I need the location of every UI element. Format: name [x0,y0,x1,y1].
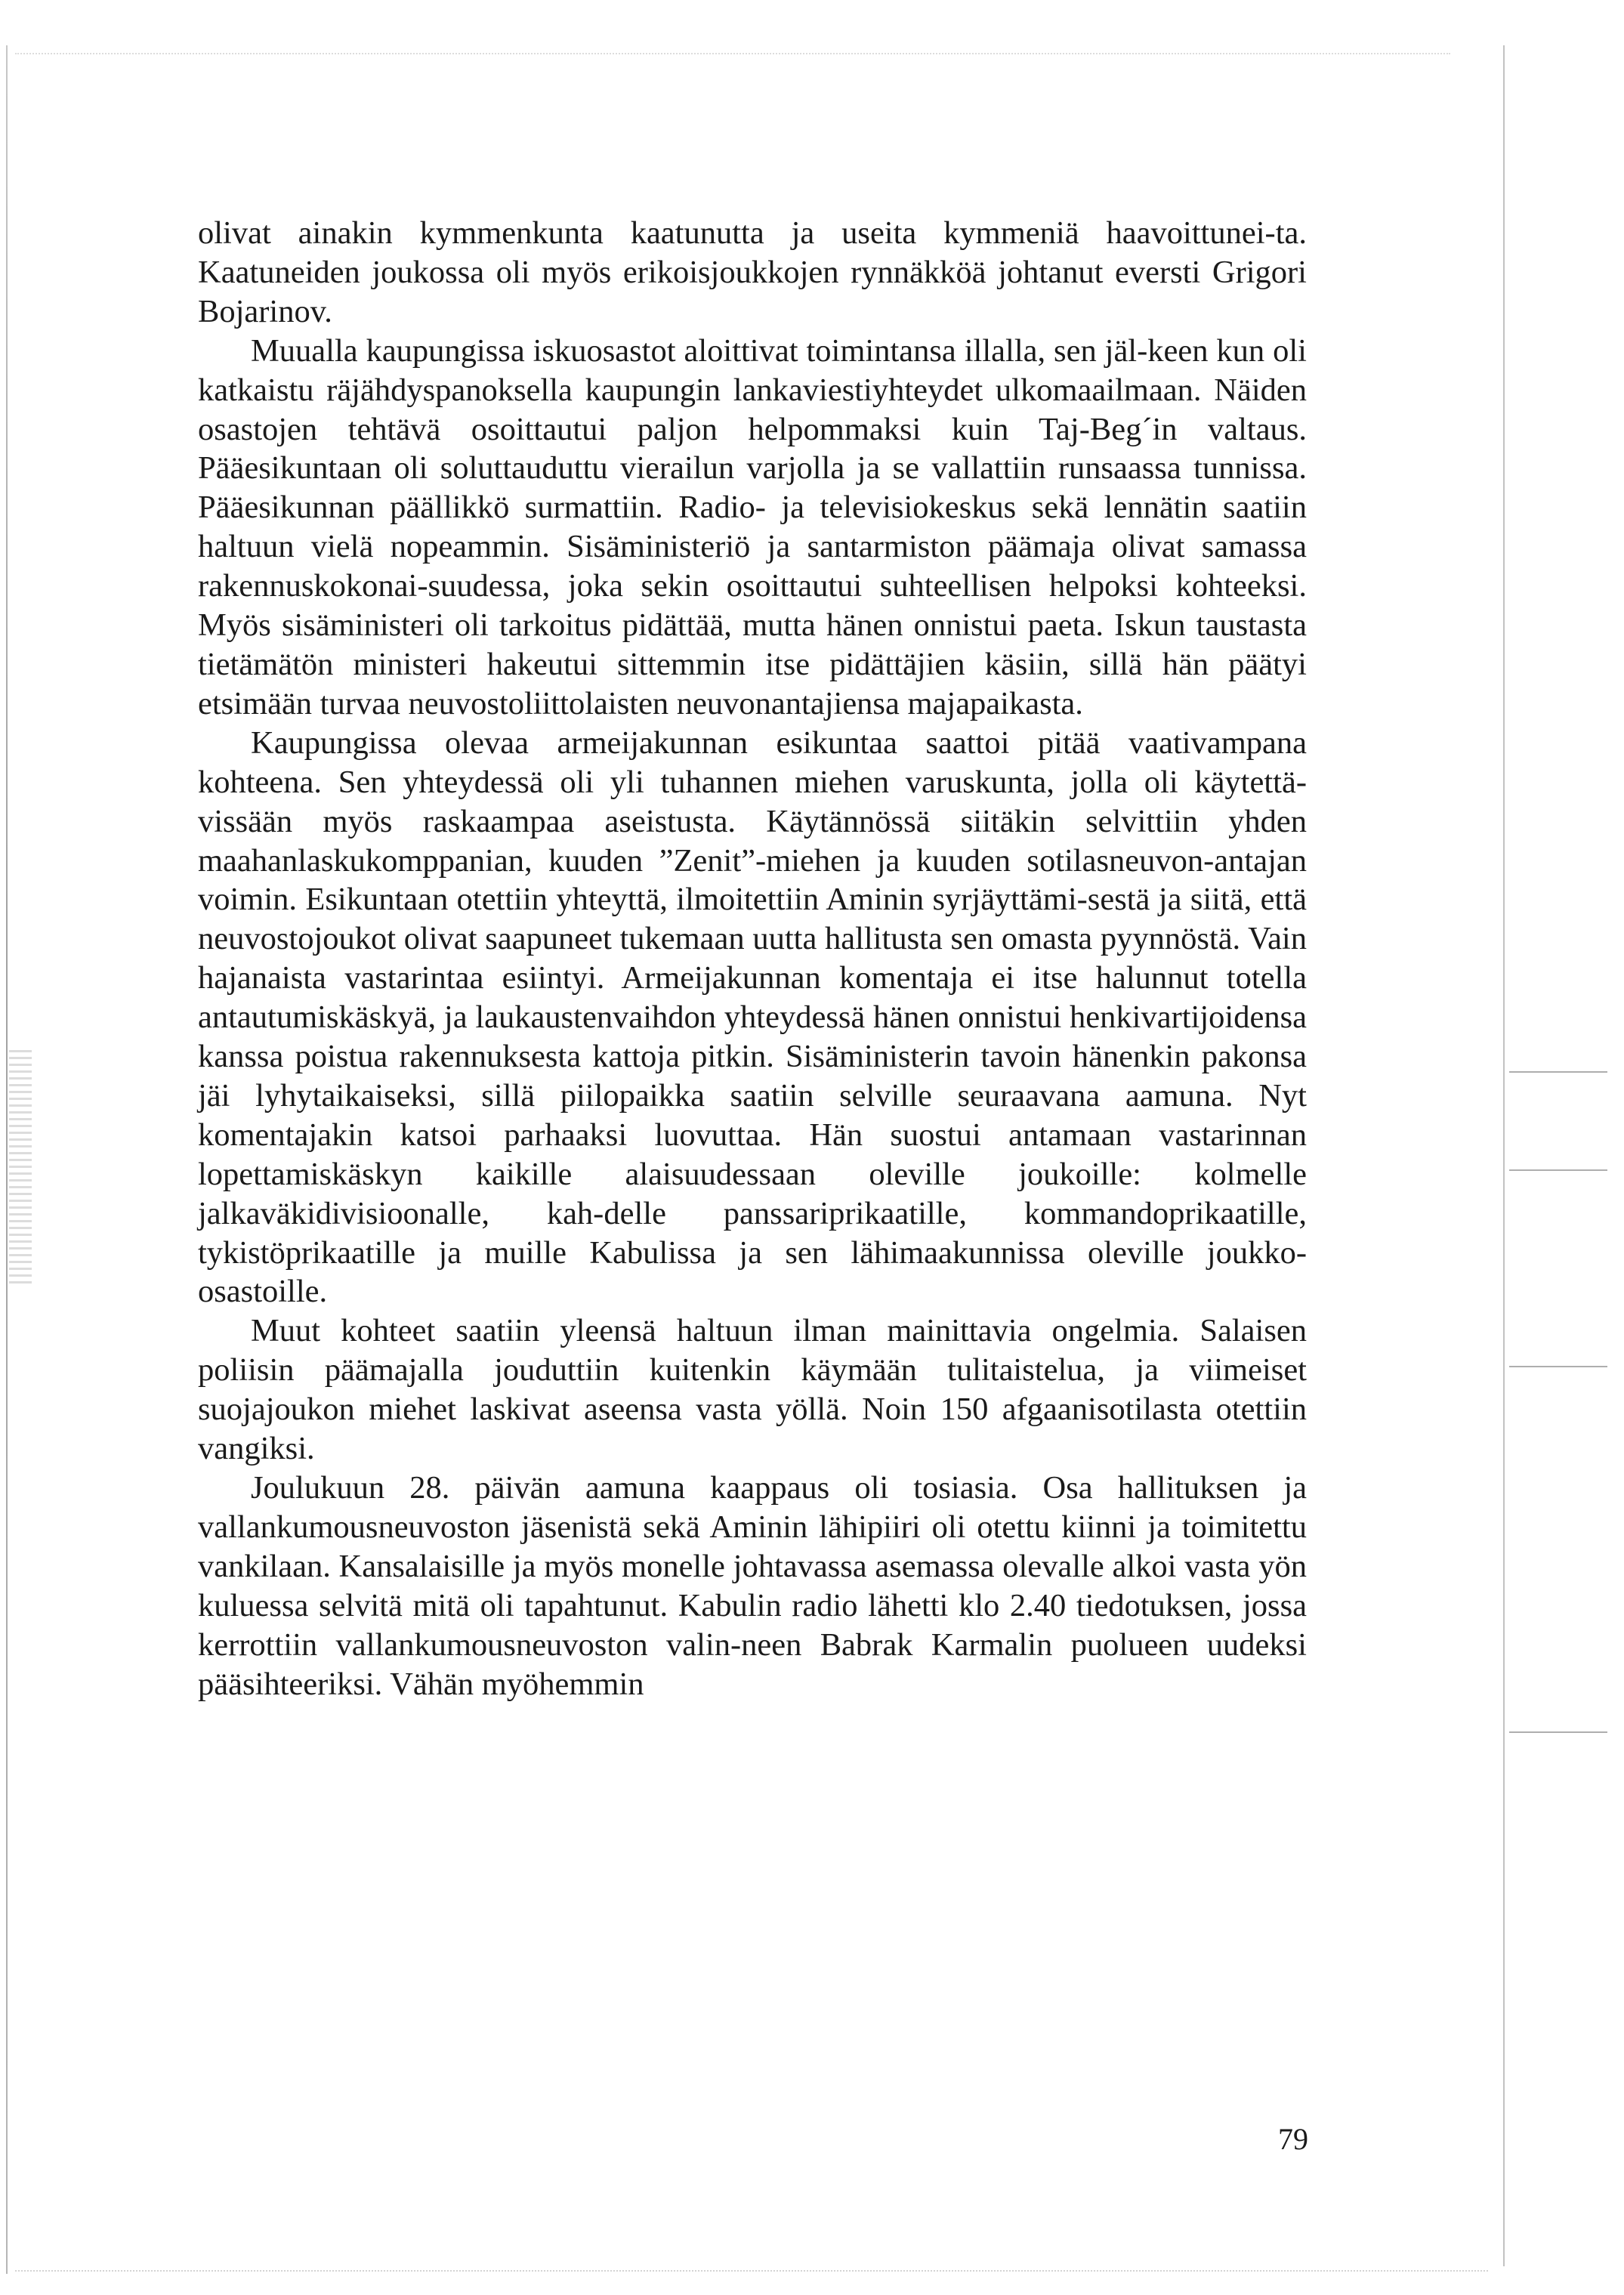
page-number: 79 [1278,2122,1308,2156]
margin-mark [1509,1169,1607,1171]
paragraph: Kaupungissa olevaa armeijakunnan esikuntaa saattoi pitää vaativampana kohteena. Sen yhteydessä oli yli tuhannen miehen varuskunta, jolla oli käytettä-vissään myös raskaampaa aseistusta. Käytännössä siitäkin selvittiin yhden maahanlaskukomppanian, kuuden ”Zenit”-miehen ja kuuden sotilasneuvon-antajan voimin. Esikuntaan otettiin yhteyttä, ilmoitettiin Aminin syrjäyttämi-sestä ja siitä, että neuvostojoukot olivat saapuneet tukemaan uutta hallitusta sen omasta pyynnöstä. Vain hajanaista vastarintaa esiintyi. Armeijakunnan komentaja ei itse halunnut totella antautumiskäskyä, ja laukaustenvaihdon yhteydessä hänen onnistui henkivartijoidensa kanssa poistua rakennuksesta kattoja pitkin. Sisäministerin tavoin hänenkin pakonsa jäi lyhytaikaiseksi, sillä piilopaikka saatiin selville seuraavana aamuna. Nyt komentajakin katsoi parhaaksi luovuttaa. Hän suostui antamaan vastarinnan lopettamiskäskyn kaikille alaisuudessaan oleville joukoille: kolmelle jalkaväkidivisioonalle, kah-delle panssariprikaatille, kommandoprikaatille, tykistöprikaatille ja muille Kabulissa ja sen lähimaakunnissa oleville joukko-osastoille. [198,724,1307,1310]
margin-mark [1509,1071,1607,1073]
margin-mark [1509,1366,1607,1367]
page-edge-left [6,45,8,2274]
scan-smudge [9,1050,32,1284]
scan-line-top [15,53,1450,55]
paragraph: Muualla kaupungissa iskuosastot aloittivat toimintansa illalla, sen jäl-keen kun oli katkaistu räjähdyspanoksella kaupungin lankaviestiyhteydet ulkomaailmaan. Näiden osastojen tehtävä osoittautui paljon helpommaksi kuin Taj-Beg´in valtaus. Pääesikuntaan oli soluttauduttu vierailun varjolla ja se vallattiin runsaassa tunnissa. Pääesikunnan päällikkö surmattiin. Radio- ja televisiokeskus sekä lennätin saatiin haltuun vielä nopeammin. Sisäministeriö ja santarmiston päämaja olivat samassa rakennuskokonai-suudessa, joka sekin osoittautui suhteellisen helpoksi kohteeksi. Myös sisäministeri oli tarkoitus pidättää, mutta hänen onnistui paeta. Iskun taustasta tietämätön ministeri hakeutui sittemmin itse pidättäjien käsiin, sillä hän päätyi etsimään turvaa neuvostoliittolaisten neuvonantajiensa majapaikasta. [198,332,1307,721]
paragraph: Muut kohteet saatiin yleensä haltuun ilman mainittavia ongelmia. Salaisen poliisin päämajalla jouduttiin kuitenkin käymään tulitaistelua, ja viimeiset suojajoukon miehet laskivat aseensa vasta yöllä. Noin 150 afgaanisotilasta otettiin vangiksi. [198,1313,1307,1467]
scan-line-bottom [15,2270,1488,2272]
page-edge-right [1503,45,1505,2266]
paragraph: Joulukuun 28. päivän aamuna kaappaus oli tosiasia. Osa hallituksen ja vallankumousneuvoston jäsenistä sekä Aminin lähipiiri oli otettu kiinni ja toimitettu vankilaan. Kansalaisille ja myös monelle johtavassa asemassa olevalle alkoi vasta yön kuluessa selvitä mitä oli tapahtunut. Kabulin radio lähetti klo 2.40 tiedotuksen, jossa kerrottiin vallankumousneuvoston valin-neen Babrak Karmalin puolueen uudeksi pääsihteeriksi. Vähän myöhemmin [198,1470,1307,1702]
margin-mark [1509,1731,1607,1733]
paragraph: olivat ainakin kymmenkunta kaatunutta ja useita kymmeniä haavoittunei-ta. Kaatuneiden joukossa oli myös erikoisjoukkojen rynnäkköä johtanut eversti Grigori Bojarinov. [198,215,1307,329]
body-text [198,214,1307,1703]
